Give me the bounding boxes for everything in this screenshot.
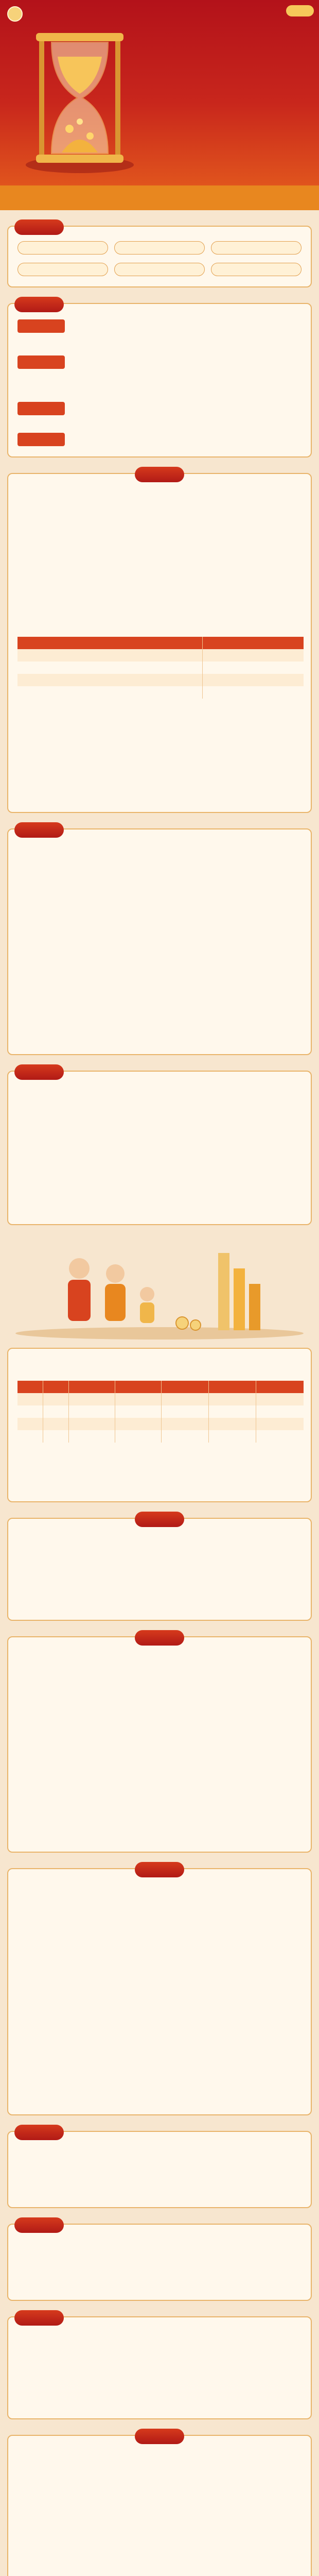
table-cell xyxy=(17,674,203,686)
table-cell xyxy=(17,1393,43,1405)
hero-title xyxy=(154,21,309,108)
basics-text xyxy=(71,355,302,397)
section-title xyxy=(14,2310,64,2326)
table-header-row xyxy=(17,1381,304,1393)
table-cell xyxy=(17,1418,43,1430)
disclosure-text xyxy=(17,1534,302,1612)
hourglass-illustration-icon xyxy=(21,26,139,175)
company-name xyxy=(25,7,97,19)
table-row xyxy=(17,1393,304,1405)
section-basics xyxy=(7,303,312,457)
basics-label xyxy=(17,402,65,415)
corner-badge xyxy=(286,5,314,16)
dividend-text xyxy=(17,1087,302,1216)
table-cell xyxy=(69,1430,115,1443)
section-title xyxy=(135,1512,184,1527)
table-header-cell xyxy=(162,1381,209,1393)
section-title xyxy=(14,219,64,235)
announcement-strip xyxy=(0,185,319,210)
table-header-cell xyxy=(17,1381,43,1393)
table-cell xyxy=(69,1418,115,1430)
table-cell xyxy=(209,1393,256,1405)
coverage-paragraph xyxy=(17,489,302,551)
table-cell xyxy=(203,686,304,699)
table-cell xyxy=(43,1393,69,1405)
section-title xyxy=(14,1064,64,1080)
header-info-line xyxy=(170,130,309,139)
hero-banner xyxy=(0,0,319,185)
table-cell xyxy=(17,1405,43,1418)
table-cell xyxy=(209,1405,256,1418)
section-surrender xyxy=(7,1636,312,1853)
table-cell xyxy=(203,662,304,674)
table-row xyxy=(17,686,304,699)
section-title xyxy=(14,822,64,838)
table-cell xyxy=(69,1393,115,1405)
table-cell xyxy=(115,1418,162,1430)
table-cell xyxy=(209,1418,256,1430)
table-cell xyxy=(203,649,304,662)
basics-label xyxy=(17,433,65,446)
company-logo-icon xyxy=(7,6,23,22)
table-cell xyxy=(43,1418,69,1430)
section-illustration-table xyxy=(7,1348,312,1502)
highlight-chip xyxy=(211,241,302,255)
table-cell xyxy=(69,1405,115,1418)
basics-text xyxy=(71,319,302,350)
table-cell xyxy=(17,662,203,674)
section-exclusions xyxy=(7,828,312,1055)
table-cell xyxy=(256,1405,304,1418)
table-cell xyxy=(162,1430,209,1443)
table-cell xyxy=(209,1430,256,1443)
header-info-line xyxy=(170,120,309,129)
section-title xyxy=(135,2429,184,2444)
section-info-query xyxy=(7,2224,312,2301)
header-info-line xyxy=(170,140,309,149)
table-cell xyxy=(17,649,203,662)
table-cell xyxy=(115,1430,162,1443)
info-query-text xyxy=(17,2240,302,2292)
table-cell xyxy=(43,1405,69,1418)
table-row xyxy=(17,1430,304,1443)
table-cell xyxy=(203,674,304,686)
surrender-text xyxy=(17,1653,302,1843)
complaints-text xyxy=(17,2451,302,2575)
table-cell xyxy=(162,1405,209,1418)
table-header-cell xyxy=(209,1381,256,1393)
section-title xyxy=(14,297,64,312)
table-header-cell xyxy=(256,1381,304,1393)
table-header-cell xyxy=(115,1381,162,1393)
coverage-paragraph xyxy=(17,556,302,608)
basics-label xyxy=(17,355,65,369)
table-cell xyxy=(162,1393,209,1405)
section-title xyxy=(14,2125,64,2140)
basics-text xyxy=(71,433,302,453)
table-header-row xyxy=(17,637,304,649)
table-cell xyxy=(162,1418,209,1430)
highlight-chip xyxy=(114,241,205,255)
table-row xyxy=(17,649,304,662)
table-cell xyxy=(17,686,203,699)
table-caption xyxy=(17,613,302,634)
table-cell xyxy=(256,1430,304,1443)
highlight-chip xyxy=(17,263,108,276)
basics-label xyxy=(17,319,65,333)
table-header-cell xyxy=(17,637,203,649)
table-header-cell xyxy=(203,637,304,649)
section-complaints xyxy=(7,2435,312,2576)
section-dividend xyxy=(7,1071,312,1225)
table-cell xyxy=(256,1393,304,1405)
section-coverage xyxy=(7,473,312,813)
highlight-chip xyxy=(17,241,108,255)
section-title xyxy=(135,1862,184,1877)
basics-text xyxy=(71,402,302,428)
section-highlights xyxy=(7,226,312,287)
section-title xyxy=(135,467,184,482)
table-notes xyxy=(17,1450,302,1496)
table-row xyxy=(17,674,304,686)
table-cell xyxy=(43,1430,69,1443)
table-cell xyxy=(17,1430,43,1443)
service-text xyxy=(17,2147,302,2199)
table-row xyxy=(17,1418,304,1430)
table-caption xyxy=(17,1355,302,1366)
table-row xyxy=(17,1405,304,1418)
section-service xyxy=(7,2131,312,2208)
benefit-table xyxy=(17,1381,304,1443)
coverage-paragraph xyxy=(17,706,302,804)
contact-text xyxy=(17,2333,302,2410)
table-cell xyxy=(115,1393,162,1405)
table-header-cell xyxy=(43,1381,69,1393)
family-savings-illustration-icon xyxy=(7,1232,312,1341)
highlight-chip xyxy=(211,263,302,276)
coverage-table xyxy=(17,637,304,699)
section-cooling-off xyxy=(7,1868,312,2115)
highlight-chip xyxy=(114,263,205,276)
header-info-line xyxy=(170,150,309,160)
table-subcaption xyxy=(17,1367,302,1378)
exclusions-text xyxy=(17,845,302,1046)
table-cell xyxy=(256,1418,304,1430)
table-cell xyxy=(115,1405,162,1418)
cooling-off-text xyxy=(17,1885,302,2106)
section-title xyxy=(14,2217,64,2233)
section-contact xyxy=(7,2316,312,2419)
header-info-line xyxy=(170,161,309,170)
table-row xyxy=(17,662,304,674)
table-header-cell xyxy=(69,1381,115,1393)
section-title xyxy=(135,1630,184,1646)
section-disclosure xyxy=(7,1518,312,1621)
